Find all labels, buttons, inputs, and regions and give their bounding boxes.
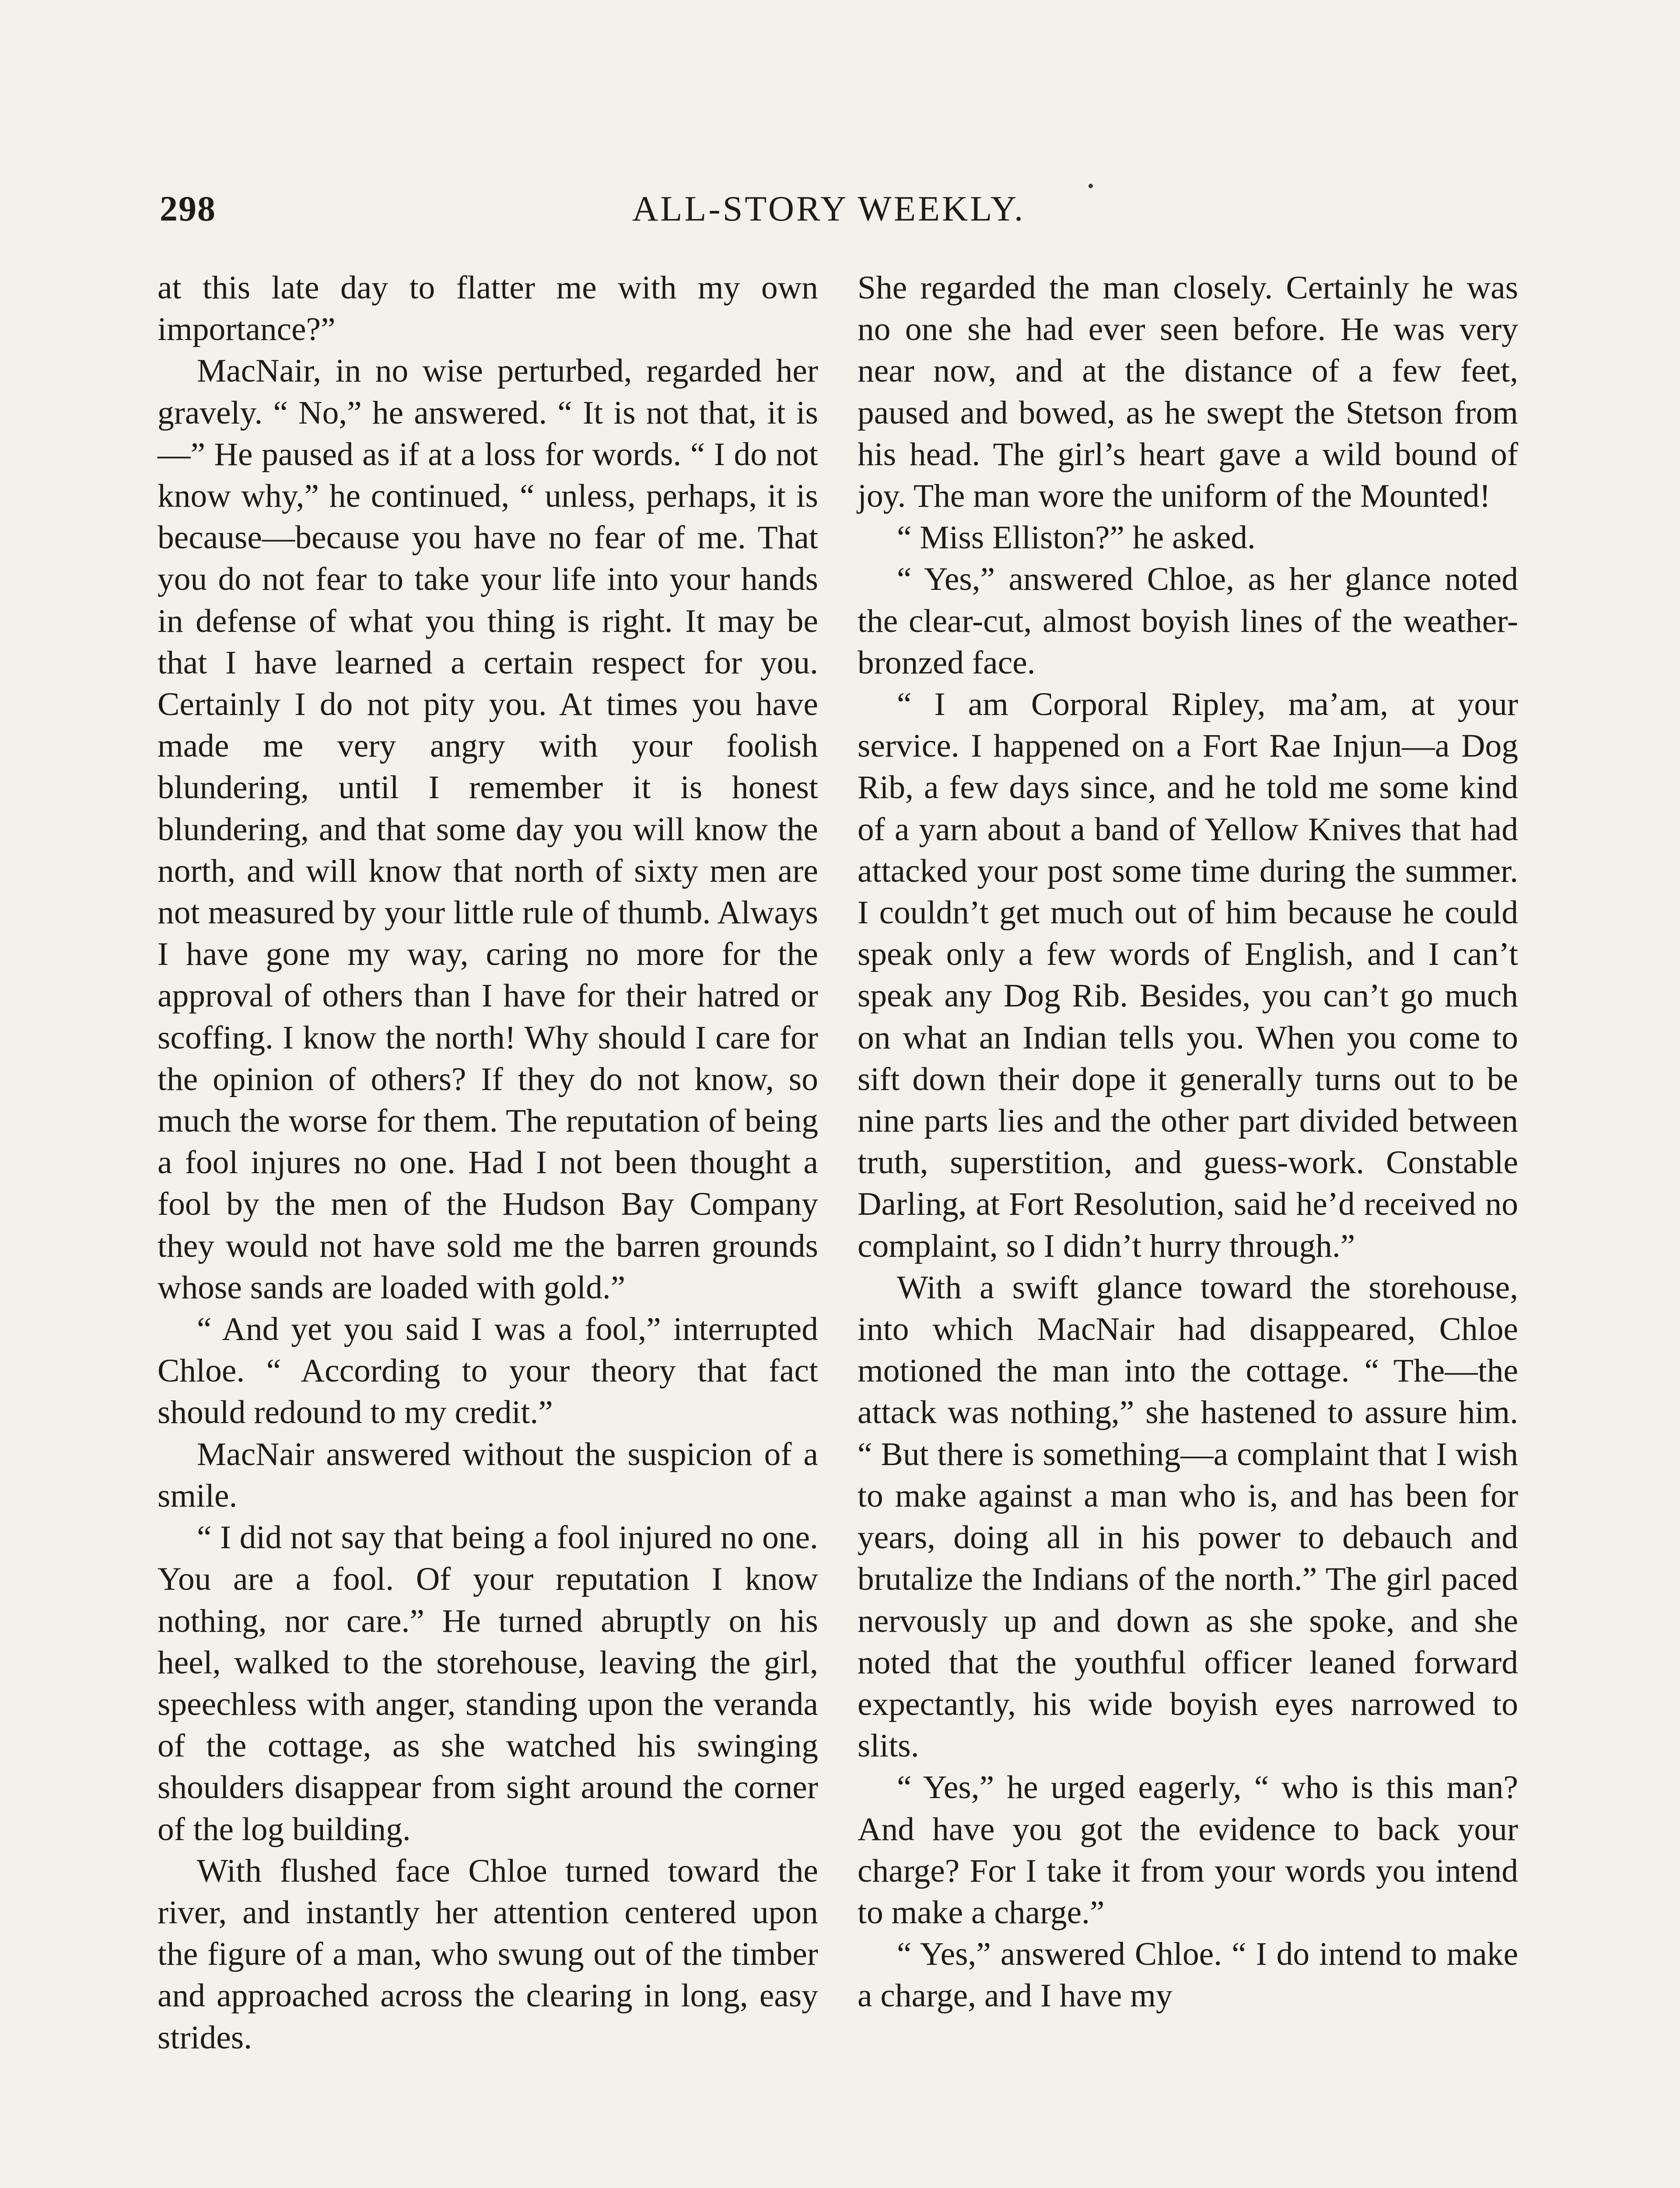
paragraph: “ Miss Elliston?” he asked. xyxy=(897,519,1256,556)
paragraph: “ Yes,” answered Chloe, as her glance noted the clear-cut, almost boyish lines of the weather-bronzed face. xyxy=(858,561,1518,681)
paragraph: MacNair answered without the suspicion of a smile. xyxy=(158,1436,818,1514)
paragraph: With a swift glance toward the storehouse, into which MacNair had disappeared, Chloe motioned the man into the cottage. “ The—the attack was nothing,” she hastened to assure him. “ But there is something—a complaint that I wish to make against a man who is, and has been for years, doing all in his power to debauch and brutalize the Indians of the north.” The girl paced nervously up and down as she spoke, and she noted that the youthful officer leaned forward expectantly, his wide boyish eyes narrowed to slits. xyxy=(858,1269,1518,1764)
ink-speck xyxy=(1088,184,1093,188)
paragraph: “ I am Corporal Ripley, ma’am, at your service. I happened on a Fort Rae Injun—a Dog Rib, a few days since, and he told me some kind of a yarn about a band of Yellow Knives that had attacked your post some time during the summer. I couldn’t get much out of him because he could speak only a few words of English, and I can’t speak any Dog Rib. Besides, you can’t go much on what an Indian tells you. When you come to sift down their dope it generally turns out to be nine parts lies and the other part divided between truth, superstition, and guess-work. Constable Darling, at Fort Resolution, said he’d received no complaint, so I didn’t hurry through.” xyxy=(858,686,1518,1264)
paragraph: “ I did not say that being a fool injured no one. You are a fool. Of your reputation I know nothing, nor care.” He turned abruptly on his heel, walked to the storehouse, leaving the girl, speechless with anger, standing upon the veranda of the cottage, as she watched his swinging shoulders disappear from sight around the corner of the log building. xyxy=(158,1519,818,1848)
running-head: ALL-STORY WEEKLY. xyxy=(632,189,1026,228)
paragraph: “ Yes,” he urged eagerly, “ who is this man? And have you got the evidence to back your charge? For I take it from your words you intend to make a charge.” xyxy=(858,1769,1518,1931)
paragraph: MacNair, in no wise perturbed, regarded her gravely. “ No,” he answered. “ It is not that, it is—” He paused as if at a loss for words. “ I do not know why,” he continued, “ unless, perhaps, it is because—because you have no fear of me. That you do not fear to take your life into your hands in defense of what you thing is right. It may be that I have learned a certain respect for you. Certainly I do not pity you. At times you have made me very angry with your foolish blundering, until I remember it is honest blundering, and that some day you will know the north, and will know that north of sixty men are not measured by your little rule of thumb. Always I have gone my way, caring no more for the approval of others than I have for their hatred or scoffing. I know the north! Why should I care for the opinion of others? If they do not know, so much the worse for them. The reputation of being a fool injures no one. Had I not been thought a fool by the men of the Hudson Bay Company they would not have sold me the barren grounds whose sands are loaded with gold.” xyxy=(158,353,818,1306)
right-column xyxy=(858,267,1518,2017)
paragraph: With flushed face Chloe turned toward the river, and instantly her attention centered upon the figure of a man, who swung out of the timber and approached across the clearing in long, easy strides. xyxy=(158,1852,818,2056)
page-header xyxy=(160,188,1582,236)
page-number: 298 xyxy=(160,189,216,228)
paragraph: at this late day to flatter me with my own importance?” xyxy=(158,270,818,348)
paragraph: She regarded the man closely. Certainly he was no one she had ever seen before. He was very near now, and at the distance of a few feet, paused and bowed, as he swept the Stetson from his head. The girl’s heart gave a wild bound of joy. The man wore the uniform of the Mounted! xyxy=(858,270,1518,515)
paragraph: “ Yes,” answered Chloe. “ I do intend to make a charge, and I have my xyxy=(858,1936,1518,2014)
paragraph: “ And yet you said I was a fool,” interrupted Chloe. “ According to your theory that fact should redound to my credit.” xyxy=(158,1311,818,1431)
left-column xyxy=(158,267,818,2058)
